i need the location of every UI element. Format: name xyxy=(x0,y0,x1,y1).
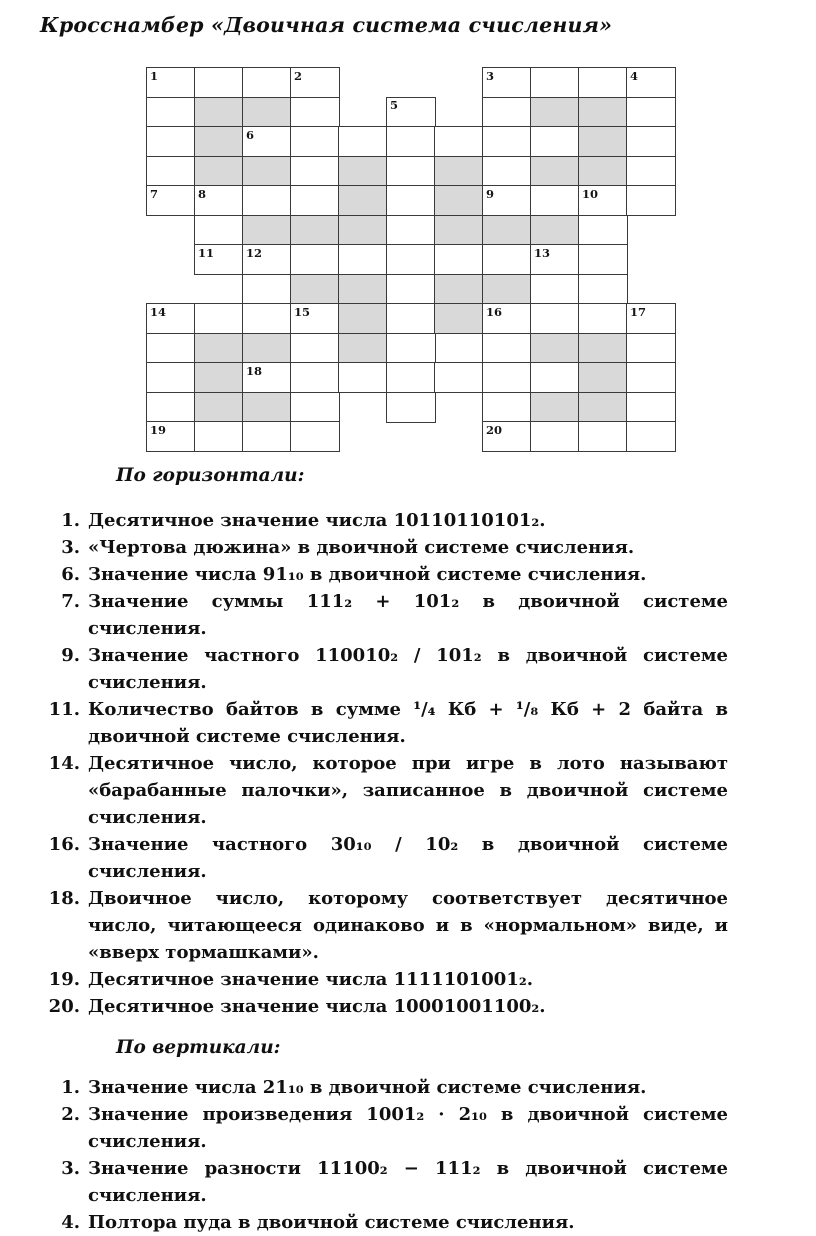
grid-cell[interactable] xyxy=(242,303,292,334)
grid-cell[interactable] xyxy=(530,185,580,216)
grid-cell[interactable] xyxy=(578,421,628,452)
grid-cell[interactable] xyxy=(290,333,340,364)
grid-cell[interactable] xyxy=(242,67,292,98)
grid-cell[interactable] xyxy=(386,126,436,157)
grid-cell[interactable] xyxy=(386,392,436,423)
grid-cell-shaded xyxy=(434,274,484,305)
grid-cell[interactable] xyxy=(482,244,532,275)
grid-clue-number: 4 xyxy=(630,68,639,83)
clue-item-text: Значение частного 110010₂ / 101₂ в двоичной системе счисления. xyxy=(88,645,728,693)
clue-item-text: Значение числа 91₁₀ в двоичной системе счисления. xyxy=(88,564,647,585)
clue-item xyxy=(38,993,798,1020)
grid-cell-shaded xyxy=(530,215,580,246)
grid-cell[interactable] xyxy=(386,156,436,187)
clue-item-text: Значение числа 21₁₀ в двоичной системе счисления. xyxy=(88,1077,647,1098)
grid-cell-shaded xyxy=(578,362,628,393)
grid-cell-shaded xyxy=(578,126,628,157)
grid-cell[interactable] xyxy=(626,97,676,128)
grid-cell[interactable] xyxy=(242,274,292,305)
grid-clue-number: 1 xyxy=(150,68,159,83)
grid-cell[interactable] xyxy=(290,244,340,275)
grid-cell-shaded xyxy=(194,362,244,393)
grid-cell[interactable] xyxy=(146,156,196,187)
grid-cell[interactable] xyxy=(290,392,340,423)
grid-clue-number: 6 xyxy=(246,127,255,142)
grid-cell[interactable] xyxy=(482,97,532,128)
grid-cell[interactable] xyxy=(386,362,436,393)
clue-item xyxy=(38,1074,798,1101)
grid-cell[interactable] xyxy=(338,244,388,275)
grid-cell[interactable] xyxy=(194,67,244,98)
grid-cell[interactable] xyxy=(338,362,388,393)
grid-cell[interactable] xyxy=(290,185,340,216)
grid-cell[interactable] xyxy=(626,156,676,187)
grid-cell-shaded xyxy=(434,215,484,246)
grid-cell[interactable] xyxy=(626,333,676,364)
down-heading: По вертикали: xyxy=(116,1037,281,1058)
clue-item-text: «Чертова дюжина» в двоичной системе счисления. xyxy=(88,537,635,558)
grid-cell[interactable] xyxy=(242,185,292,216)
grid-cell-shaded xyxy=(338,333,388,364)
clue-item-text: Десятичное значение числа 10110110101₂. xyxy=(88,510,546,531)
clue-item xyxy=(38,642,798,696)
grid-cell-shaded xyxy=(434,303,484,334)
clue-item-text: Значение суммы 111₂ + 101₂ в двоичной системе счисления. xyxy=(88,591,728,639)
grid-cell-shaded xyxy=(242,392,292,423)
grid-cell[interactable] xyxy=(482,362,532,393)
grid-cell-shaded xyxy=(194,126,244,157)
grid-cell-shaded xyxy=(530,392,580,423)
clue-item-text: Количество байтов в сумме ¹/₄ Кб + ¹/₈ Кб + 2 байта в двоичной системе счисления. xyxy=(88,699,728,747)
grid-cell[interactable] xyxy=(434,362,484,393)
clues-section xyxy=(38,462,798,1236)
grid-cell[interactable] xyxy=(242,421,292,452)
grid-clue-number: 14 xyxy=(150,304,167,319)
grid-cell-shaded xyxy=(242,333,292,364)
grid-cell-shaded xyxy=(194,97,244,128)
grid-cell[interactable] xyxy=(146,333,196,364)
clue-item-number: 9. xyxy=(61,645,80,666)
grid-cell-shaded xyxy=(578,333,628,364)
grid-cell-shaded xyxy=(530,156,580,187)
grid-clue-number: 8 xyxy=(198,186,207,201)
grid-cell[interactable] xyxy=(482,392,532,423)
grid-cell-shaded xyxy=(338,274,388,305)
grid-cell[interactable] xyxy=(482,333,532,364)
clue-item-text: Двоичное число, которому соответствует десятичное число, читающееся одинаково и в «нормальном» виде, и «вверх тормашками». xyxy=(88,888,728,963)
clue-item xyxy=(38,561,798,588)
grid-clue-number: 11 xyxy=(198,245,215,260)
crossnumber-grid xyxy=(146,67,674,451)
clue-item-text: Десятичное значение числа 10001001100₂. xyxy=(88,996,546,1017)
clue-item-number: 18. xyxy=(48,888,80,909)
clue-item xyxy=(38,750,798,831)
grid-cell[interactable] xyxy=(290,156,340,187)
clue-item xyxy=(38,534,798,561)
grid-cell[interactable] xyxy=(626,392,676,423)
clue-item xyxy=(38,588,798,642)
grid-cell[interactable] xyxy=(482,126,532,157)
grid-cell[interactable] xyxy=(578,244,628,275)
grid-clue-number: 17 xyxy=(630,304,647,319)
grid-cell[interactable] xyxy=(194,421,244,452)
clue-item xyxy=(38,507,798,534)
grid-clue-number: 15 xyxy=(294,304,311,319)
grid-cell[interactable] xyxy=(194,215,244,246)
grid-cell-shaded xyxy=(434,156,484,187)
grid-cell[interactable] xyxy=(386,215,436,246)
grid-cell-shaded xyxy=(242,215,292,246)
grid-cell[interactable] xyxy=(386,274,436,305)
grid-cell[interactable] xyxy=(386,303,436,334)
grid-cell[interactable] xyxy=(290,126,340,157)
grid-cell[interactable] xyxy=(146,126,196,157)
grid-clue-number: 7 xyxy=(150,186,159,201)
grid-cell-shaded xyxy=(434,185,484,216)
grid-cell-shaded xyxy=(290,274,340,305)
clue-item-text: Значение частного 30₁₀ / 10₂ в двоичной системе счисления. xyxy=(88,834,728,882)
grid-cell[interactable] xyxy=(626,362,676,393)
grid-cell[interactable] xyxy=(530,126,580,157)
grid-cell-shaded xyxy=(338,185,388,216)
grid-cell-shaded xyxy=(290,215,340,246)
clue-item-text: Полтора пуда в двоичной системе счисления. xyxy=(88,1212,575,1233)
grid-cell[interactable] xyxy=(626,126,676,157)
grid-clue-number: 19 xyxy=(150,422,167,437)
clue-item-number: 20. xyxy=(48,996,80,1017)
grid-cell[interactable] xyxy=(386,185,436,216)
grid-cell[interactable] xyxy=(482,156,532,187)
grid-cell-shaded xyxy=(194,333,244,364)
grid-cell[interactable] xyxy=(578,215,628,246)
grid-cell[interactable] xyxy=(338,126,388,157)
clue-item xyxy=(38,831,798,885)
grid-cell-shaded xyxy=(578,392,628,423)
grid-clue-number: 16 xyxy=(486,304,503,319)
grid-clue-number: 18 xyxy=(246,363,263,378)
grid-cell-shaded xyxy=(242,156,292,187)
grid-cell-shaded xyxy=(194,392,244,423)
clue-item xyxy=(38,1155,798,1209)
clue-item-text: Десятичное число, которое при игре в лото называют «барабанные палочки», записанное в двоичной системе счисления. xyxy=(88,753,728,828)
down-clue-list xyxy=(38,1074,798,1236)
clue-item-number: 3. xyxy=(61,1158,80,1179)
clue-item-text: Значение разности 11100₂ − 111₂ в двоичной системе счисления. xyxy=(88,1158,728,1206)
clue-item-text: Десятичное значение числа 1111101001₂. xyxy=(88,969,533,990)
grid-cell[interactable] xyxy=(530,303,580,334)
clue-item-number: 2. xyxy=(61,1104,80,1125)
grid-cell[interactable] xyxy=(578,303,628,334)
grid-cell[interactable] xyxy=(578,67,628,98)
clue-item-number: 3. xyxy=(61,537,80,558)
clue-item xyxy=(38,696,798,750)
page-title: Кросснамбер «Двоичная система счисления» xyxy=(40,13,613,37)
grid-clue-number: 13 xyxy=(534,245,551,260)
grid-cell-shaded xyxy=(578,156,628,187)
grid-clue-number: 10 xyxy=(582,186,599,201)
grid-cell-shaded xyxy=(338,156,388,187)
grid-cell[interactable] xyxy=(434,244,484,275)
grid-cell-shaded xyxy=(338,215,388,246)
clue-item-number: 1. xyxy=(61,510,80,531)
grid-cell[interactable] xyxy=(626,421,676,452)
grid-cell-shaded xyxy=(578,97,628,128)
grid-cell[interactable] xyxy=(434,126,484,157)
grid-cell-shaded xyxy=(482,215,532,246)
grid-cell-shaded xyxy=(482,274,532,305)
clue-item-number: 14. xyxy=(48,753,80,774)
clue-item xyxy=(38,885,798,966)
grid-cell-shaded xyxy=(530,97,580,128)
clue-item-number: 4. xyxy=(61,1212,80,1233)
clue-item-number: 7. xyxy=(61,591,80,612)
clue-item-number: 19. xyxy=(48,969,80,990)
clue-item-text: Значение произведения 1001₂ · 2₁₀ в двоичной системе счисления. xyxy=(88,1104,728,1152)
clue-item xyxy=(38,966,798,993)
grid-clue-number: 5 xyxy=(390,98,399,112)
grid-clue-number: 3 xyxy=(486,68,495,83)
grid-clue-number: 9 xyxy=(486,186,495,201)
grid-cell[interactable] xyxy=(146,392,196,423)
grid-cell[interactable] xyxy=(290,97,340,128)
grid-cell[interactable] xyxy=(626,185,676,216)
clue-item xyxy=(38,1101,798,1155)
grid-cell[interactable] xyxy=(290,362,340,393)
across-heading: По горизонтали: xyxy=(116,465,305,486)
clue-item-number: 16. xyxy=(48,834,80,855)
grid-cell[interactable] xyxy=(530,274,580,305)
grid-cell[interactable] xyxy=(146,362,196,393)
grid-cell[interactable] xyxy=(386,333,436,364)
grid-clue-number: 12 xyxy=(246,245,263,260)
grid-cell[interactable] xyxy=(290,421,340,452)
clue-item xyxy=(38,1209,798,1236)
grid-clue-number: 20 xyxy=(486,422,503,437)
across-clue-list xyxy=(38,507,798,1020)
grid-clue-number: 2 xyxy=(294,68,303,83)
grid-cell[interactable] xyxy=(194,303,244,334)
grid-cell[interactable] xyxy=(530,362,580,393)
grid-cell[interactable] xyxy=(530,67,580,98)
grid-cell[interactable] xyxy=(578,274,628,305)
grid-cell-shaded xyxy=(194,156,244,187)
grid-cell[interactable] xyxy=(146,97,196,128)
grid-cell[interactable] xyxy=(386,244,436,275)
grid-cell-shaded xyxy=(242,97,292,128)
clue-item-number: 11. xyxy=(48,699,80,720)
grid-cell-shaded xyxy=(530,333,580,364)
clue-item-number: 6. xyxy=(61,564,80,585)
grid-cell[interactable] xyxy=(530,421,580,452)
grid-cell-shaded xyxy=(338,303,388,334)
clue-item-number: 1. xyxy=(61,1077,80,1098)
